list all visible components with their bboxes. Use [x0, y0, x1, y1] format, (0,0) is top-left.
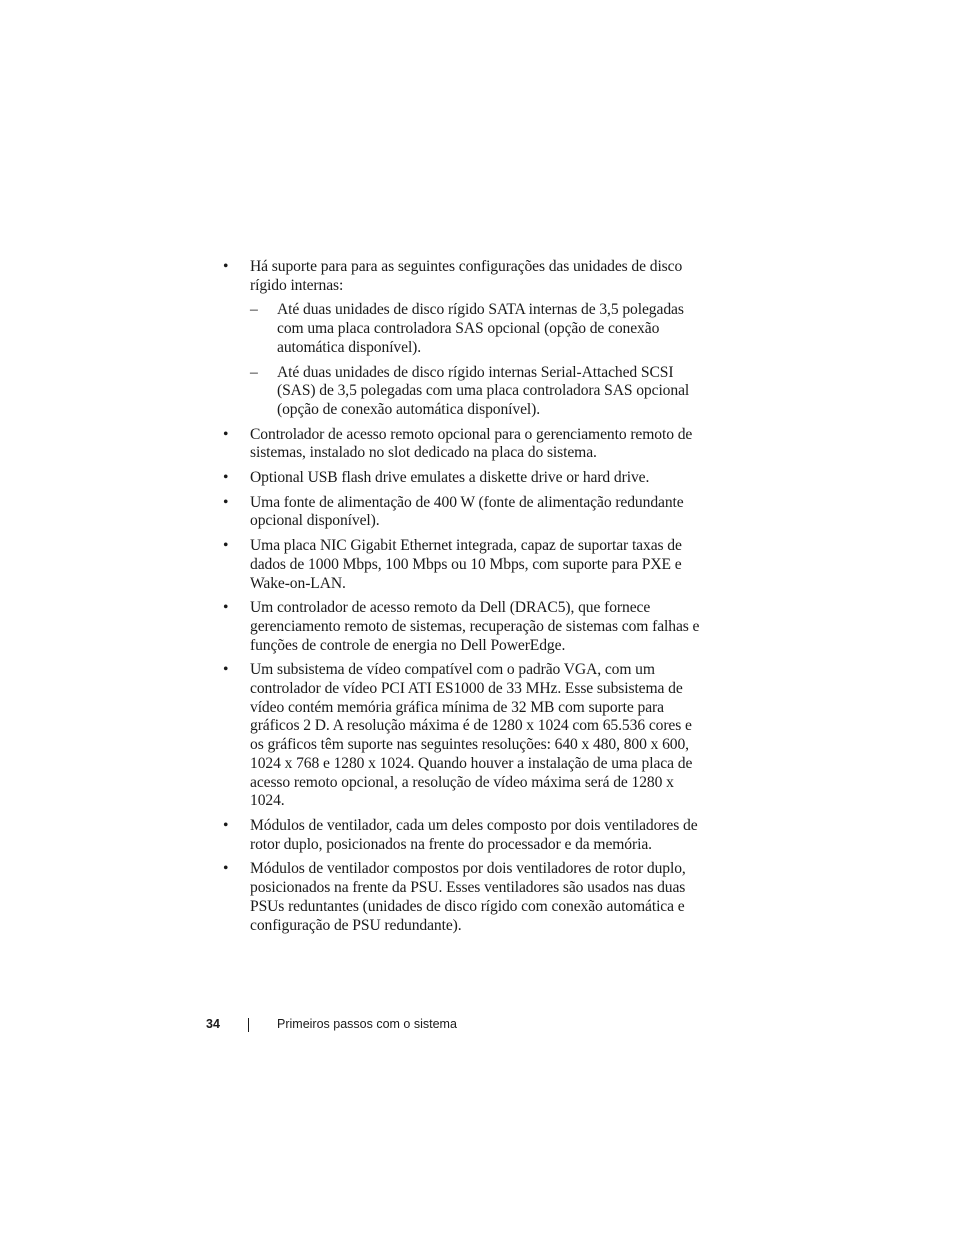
list-item-text: • Controlador de acesso remoto opcional para o gerenciamento remoto de sistemas, instalado no slot dedicado na placa do sistema. [250, 425, 693, 462]
sub-list [250, 301, 707, 419]
list-item-text: • Módulos de ventilador, cada um deles composto por dois ventiladores de rotor duplo, posicionados na frente do processador e da memória. [250, 816, 698, 853]
footer-divider [248, 1018, 249, 1032]
list-item-text: • Optional USB flash drive emulates a diskette drive or hard drive. [250, 469, 650, 487]
feature-list [222, 258, 707, 935]
list-item [222, 817, 707, 854]
list-item-text: • Um controlador de acesso remoto da Dell (DRAC5), que fornece gerenciamento remoto de sistemas, recuperação de sistemas com falhas e funções de controle de energia no Dell PowerEdge. [250, 599, 700, 654]
list-item [222, 661, 707, 811]
list-item [222, 537, 707, 593]
sub-list-item [250, 301, 707, 357]
footer-chapter-title: Primeiros passos com o sistema [277, 1017, 457, 1031]
sub-list-item-text: – Até duas unidades de disco rígido SATA internas de 3,5 polegadas com uma placa controladora SAS opcional (opção de conexão automática disponível). [277, 301, 684, 356]
list-item [222, 469, 707, 488]
list-item [222, 599, 707, 655]
feature-list-section [222, 258, 707, 941]
page-number: 34 [206, 1017, 220, 1031]
list-item-text: • Um subsistema de vídeo compatível com o padrão VGA, com um controlador de vídeo PCI ATI ES1000 de 33 MHz. Esse subsistema de vídeo contém memória gráfica mínima de 32 MB com suporte para gráficos 2 D. A resolução máxima é de 1280 x 1024 com 65.536 cores e os gráficos têm suporte nas seguintes resoluções: 640 x 480, 800 x 600, 1024 x 768 e 1280 x 1024. Quando houver a instalação de uma placa de acesso remoto opcional, a resolução de vídeo máxima será de 1280 x 1024. [250, 661, 693, 810]
list-item-text: • Módulos de ventilador compostos por dois ventiladores de rotor duplo, posicionados na frente da PSU. Esses ventiladores são usados nas duas PSUs reduntantes (unidades de disco rígido com conexão automática e configuração de PSU redundante). [250, 860, 686, 934]
list-item [222, 494, 707, 531]
list-item [222, 860, 707, 935]
list-item-text: • Há suporte para para as seguintes configurações das unidades de disco rígido internas: [250, 258, 683, 294]
list-item-text: • Uma fonte de alimentação de 400 W (fonte de alimentação redundante opcional disponível). [250, 493, 684, 530]
list-item [222, 426, 707, 463]
sub-list-item-text: – Até duas unidades de disco rígido internas Serial-Attached SCSI (SAS) de 3,5 polegadas com uma placa controladora SAS opcional (opção de conexão automática disponível). [277, 363, 690, 418]
sub-list-item [250, 364, 707, 420]
list-item [222, 258, 707, 420]
list-item-text: • Uma placa NIC Gigabit Ethernet integrada, capaz de suportar taxas de dados de 1000 Mbps, 100 Mbps ou 10 Mbps, com suporte para PXE e Wake-on-LAN. [250, 537, 682, 592]
